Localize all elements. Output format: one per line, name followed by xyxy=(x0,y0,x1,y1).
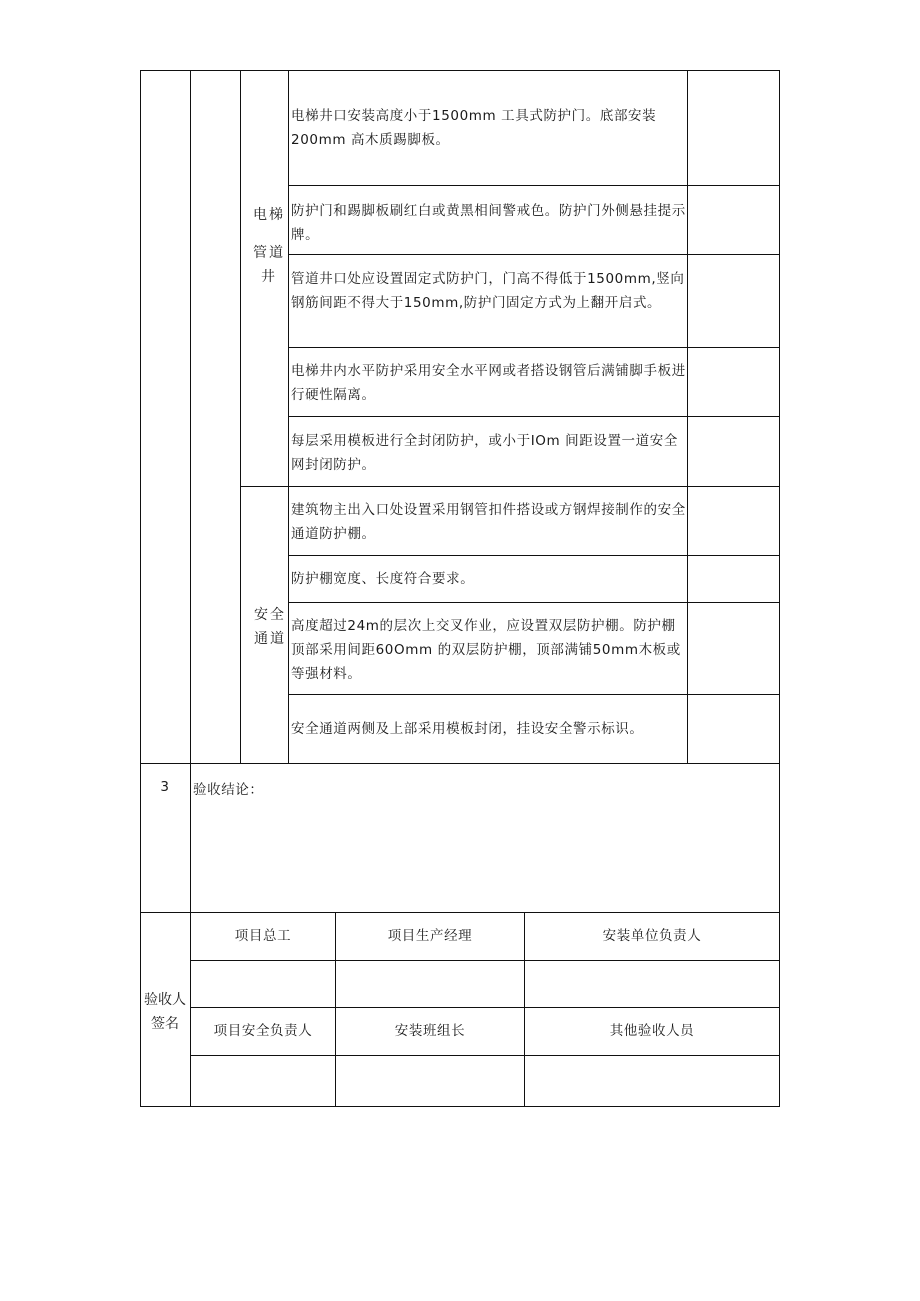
column-divider xyxy=(240,70,241,763)
checklist-item: 建筑物主出入口处设置采用钢管扣件搭设或方钢焊接制作的安全通道防护棚。 xyxy=(291,502,686,542)
row-divider xyxy=(288,254,780,255)
checklist-item: 防护门和踢脚板刷红白或黄黑相间警戒色。防护门外侧悬挂提示牌。 xyxy=(291,203,686,243)
table-left-border xyxy=(140,70,141,1107)
column-divider xyxy=(288,70,289,763)
section-divider xyxy=(240,486,780,487)
row-divider xyxy=(288,602,780,603)
checklist-item: 管道井口处应设置固定式防护门，门高不得低于1500mm,竖向钢筋间距不得大于150mm,防护门固定方式为上翻开启式。 xyxy=(291,271,685,311)
passage-section-label xyxy=(252,603,288,651)
signature-top-border xyxy=(140,912,780,913)
signature-header: 安装单位负责人 xyxy=(602,928,702,944)
checklist-item: 高度超过24m的层次上交叉作业，应设置双层防护棚。防护棚顶部采用间距60Omm 的双层防护棚，顶部满铺50mm木板或等强材料。 xyxy=(291,618,681,682)
elevator-label-line2: 管道 xyxy=(253,245,285,261)
checklist-item: 电梯井口安装高度小于1500mm 工具式防护门。底部安装200mm 高木质踢脚板。 xyxy=(291,108,657,148)
row-divider xyxy=(288,347,780,348)
signature-row-divider xyxy=(190,960,780,961)
signature-header: 项目安全负责人 xyxy=(213,1023,313,1039)
signature-label-line2: 签名 xyxy=(151,1016,179,1032)
conclusion-top-border xyxy=(140,763,780,764)
passage-label-line2: 通道 xyxy=(254,631,286,647)
signature-header: 项目生产经理 xyxy=(387,928,473,944)
table-right-border xyxy=(779,70,780,1107)
table-top-border xyxy=(140,70,780,71)
row-divider xyxy=(288,694,780,695)
elevator-section-label xyxy=(251,203,287,289)
row-divider xyxy=(288,185,780,186)
signature-header: 其他验收人员 xyxy=(609,1023,695,1039)
row-divider xyxy=(288,555,780,556)
elevator-label-line1: 电梯 xyxy=(253,207,285,223)
checklist-item: 电梯井内水平防护采用安全水平网或者搭设钢管后满铺脚手板进行硬性隔离。 xyxy=(291,363,686,403)
elevator-label-line3: 井 xyxy=(261,269,277,285)
checklist-item: 防护棚宽度、长度符合要求。 xyxy=(291,571,475,587)
signature-header: 项目总工 xyxy=(234,928,292,944)
table-bottom-border xyxy=(140,1106,780,1107)
checklist-item: 每层采用模板进行全封闭防护，或小于IOm 间距设置一道安全网封闭防护。 xyxy=(291,433,678,473)
conclusion-label: 验收结论： xyxy=(193,782,264,798)
signature-label-line1: 验收人 xyxy=(144,992,186,1008)
checklist-item: 安全通道两侧及上部采用模板封闭，挂设安全警示标识。 xyxy=(291,721,644,737)
signature-row-divider xyxy=(190,1055,780,1056)
column-divider xyxy=(687,70,688,763)
signature-section-label xyxy=(141,988,189,1036)
signature-header: 安装班组长 xyxy=(394,1023,466,1039)
passage-label-line1: 安全 xyxy=(254,607,286,623)
signature-row-divider xyxy=(190,1007,780,1008)
row-number: 3 xyxy=(160,779,170,795)
row-divider xyxy=(288,416,780,417)
column-divider xyxy=(190,70,191,1107)
